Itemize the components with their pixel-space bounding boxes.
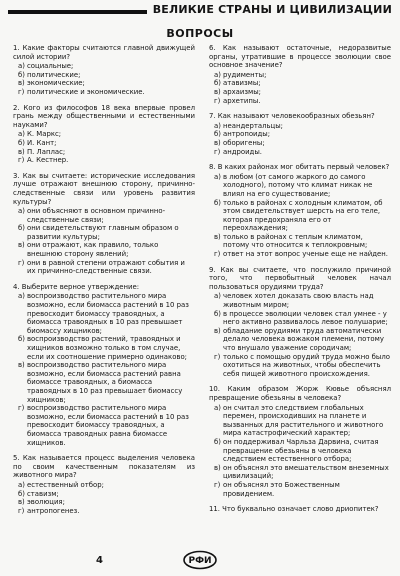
question-text: 11. Что буквально означает слово дриопитек? (209, 505, 379, 514)
answer-options (13, 207, 195, 276)
question-block (209, 505, 391, 514)
option-text: оборигены; (223, 138, 265, 147)
answer-option (18, 148, 195, 157)
answer-option (214, 71, 391, 80)
question-text: 7. Как называют человекообразных обезьян? (209, 112, 375, 121)
option-marker: г) (18, 156, 25, 165)
option-marker: в) (18, 361, 25, 370)
question-block (209, 112, 391, 156)
answer-option (214, 88, 391, 97)
question-text: 5. Как называется процесс выделения человека по своим качественным показателям из животного мира? (13, 454, 195, 480)
option-marker: а) (214, 403, 221, 412)
option-marker: г) (18, 87, 25, 96)
option-text: он считал это следствием глобальных перемен, происходивших на планете и вызванных для растительного и животного мира катастрофический характер; (223, 403, 384, 438)
answer-option (214, 122, 391, 131)
option-marker: г) (214, 352, 221, 361)
question-block (209, 266, 391, 379)
answer-option (18, 498, 195, 507)
answer-option (214, 173, 391, 199)
option-text: П. Лаплас; (27, 147, 66, 156)
option-text: воспроизводство растительного мира возможно, если биомасса растений в 10 раз превосходит биомассу травоядных, а биомасса травоядных в 10 раз превышает биомассу хищников; (27, 292, 189, 335)
option-text: они свидетельствуют главным образом о развитии культуры; (27, 224, 179, 241)
answer-options (209, 404, 391, 499)
logo-text: РФИ (188, 556, 212, 567)
answer-option (18, 88, 195, 97)
answer-option (214, 327, 391, 353)
answer-options (209, 71, 391, 105)
question-text: 4. Выберите верное утверждение: (13, 282, 140, 291)
option-marker: в) (18, 79, 25, 88)
answer-options (13, 292, 195, 447)
option-marker: в) (18, 147, 25, 156)
option-marker: г) (18, 404, 25, 413)
option-text: в процессе эволюции человек стал умнее - у него активно развивалось левое полушарие; (223, 309, 388, 327)
answer-options (13, 62, 195, 96)
option-marker: в) (214, 463, 221, 472)
option-marker: г) (18, 258, 25, 267)
question-text: 10. Каким образом Жорж Кювье объяснял превращение обезьяны в человека? (209, 385, 391, 402)
answer-option (214, 353, 391, 379)
option-text: А. Кестнер. (27, 156, 69, 165)
right-column (209, 44, 391, 521)
option-text: политические и экономические. (27, 87, 145, 96)
option-text: он объяснял это Божественным провидением. (223, 480, 340, 498)
option-marker: б) (18, 335, 25, 344)
answer-option (214, 233, 391, 250)
answer-option (18, 404, 195, 447)
answer-option (18, 481, 195, 490)
answer-options (13, 130, 195, 164)
option-marker: б) (18, 70, 25, 79)
option-marker: а) (18, 207, 25, 216)
option-marker: б) (214, 309, 221, 318)
option-text: только в районах с теплым климатом, потому что относится к теплокровным; (223, 232, 368, 250)
answer-option (214, 130, 391, 139)
question-text: 8. В каких районах мог обитать первый человек? (209, 163, 390, 172)
option-text: в любом (от самого жаркого до самого холодного), потому что климат никак не влиял на его существование; (223, 172, 373, 198)
left-column (13, 44, 195, 522)
question-block (209, 44, 391, 105)
option-marker: г) (214, 147, 221, 156)
option-text: архетипы. (223, 96, 261, 105)
option-marker: в) (214, 138, 221, 147)
answer-option (214, 97, 391, 106)
answer-option (214, 292, 391, 309)
running-header (0, 0, 400, 22)
option-marker: в) (18, 241, 25, 250)
answer-option (214, 139, 391, 148)
question-text: 9. Как вы считаете, что послужило причиной того, что первобытный человек начал пользоваться орудиями труда? (209, 265, 391, 291)
answer-option (18, 292, 195, 335)
option-marker: в) (18, 498, 25, 507)
question-text: 6. Как называют остаточные, недоразвитые органы, утратившие в процессе эволюции свое основное значение? (209, 44, 391, 70)
option-text: обладание орудиями труда автоматически делало человека вожаком племени, потому что внушало уважение сородичам; (223, 326, 384, 352)
option-text: атавизмы; (223, 79, 261, 88)
option-text: он поддерживал Чарльза Дарвина, считая превращение обезьяны в человека следствием естественного отбора; (223, 437, 379, 464)
option-text: И. Кант; (27, 138, 57, 147)
question-block (13, 283, 195, 447)
answer-option (18, 62, 195, 71)
answer-option (18, 335, 195, 361)
answer-option (18, 156, 195, 165)
option-text: человек хотел доказать свою власть над животным миром; (223, 292, 374, 310)
option-text: они в равной степени отражают события и их причинно-следственные связи. (27, 258, 185, 276)
question-block (13, 454, 195, 515)
option-text: только в районах с холодным климатом, об этом свидетельствует шерсть на его теле, которая предохраняла его от переохлаждения; (223, 198, 383, 233)
question-text: 2. Кого из философов 18 века впервые провел грань между общественными и естественными науками? (13, 103, 195, 129)
answer-option (18, 79, 195, 88)
answer-option (18, 490, 195, 499)
answer-option (214, 481, 391, 498)
option-text: воспроизводство растительного мира возможно, если биомасса растений равна биомассе травоядных, а биомасса травоядных в 10 раз превышает биомассу хищников; (27, 361, 183, 404)
answer-options (209, 292, 391, 378)
option-text: неандертальцы; (223, 121, 284, 130)
answer-option (214, 310, 391, 327)
option-marker: а) (214, 172, 221, 181)
option-marker: г) (214, 480, 221, 489)
answer-option (18, 259, 195, 276)
option-text: они объясняют в основном причинно-следственные связи; (27, 207, 166, 224)
option-text: андроиды. (223, 147, 262, 156)
publisher-logo (182, 550, 218, 570)
option-text: ставизм; (27, 489, 59, 498)
question-block (13, 172, 195, 276)
answer-option (214, 148, 391, 157)
answer-option (18, 139, 195, 148)
option-marker: б) (214, 79, 221, 88)
option-marker: б) (18, 489, 25, 498)
question-block (209, 163, 391, 259)
option-marker: а) (214, 292, 221, 301)
section-title: ВОПРОСЫ (166, 27, 234, 40)
option-marker: в) (214, 87, 221, 96)
option-marker: а) (214, 70, 221, 79)
option-text: ответ на этот вопрос ученые еще не найден. (223, 250, 388, 259)
header-title: ВЕЛИКИЕ СТРАНЫ И ЦИВИЛИЗАЦИИ (147, 3, 392, 16)
option-marker: б) (214, 198, 221, 207)
option-marker: а) (18, 130, 25, 139)
answer-option (18, 361, 195, 404)
answer-option (18, 241, 195, 258)
option-text: естественный отбор; (27, 480, 104, 489)
option-marker: а) (214, 121, 221, 130)
option-marker: в) (214, 232, 221, 241)
option-marker: б) (18, 224, 25, 233)
option-marker: г) (214, 250, 221, 259)
answer-option (214, 199, 391, 233)
option-text: он объяснял это вмешательством внеземных цивилизаций; (223, 463, 389, 481)
answer-option (18, 507, 195, 516)
answer-option (214, 79, 391, 88)
option-text: социальные; (27, 62, 74, 71)
answer-option (18, 224, 195, 241)
answer-option (214, 464, 391, 481)
option-text: К. Маркс; (27, 130, 62, 139)
option-text: воспроизводство растений, травоядных и хищников возможно только в том случае, если их соотношение примерно одинаково; (27, 335, 188, 361)
option-text: антропогенез. (27, 506, 80, 515)
option-marker: б) (214, 130, 221, 139)
option-marker: г) (18, 506, 25, 515)
option-text: антропоиды; (223, 130, 271, 139)
answer-options (209, 173, 391, 259)
question-block (13, 104, 195, 165)
option-text: только с помощью орудий труда можно было охотиться на животных, чтобы обеспечить себя пищей животного происхождения. (223, 352, 390, 378)
option-text: политические; (27, 70, 81, 79)
question-text: 1. Какие факторы считаются главной движущей силой истории? (13, 44, 195, 61)
answer-option (18, 207, 195, 224)
answer-option (18, 71, 195, 80)
option-marker: а) (18, 292, 25, 301)
answer-options (13, 481, 195, 515)
option-marker: а) (18, 480, 25, 489)
option-marker: г) (214, 96, 221, 105)
option-marker: б) (214, 437, 221, 446)
answer-option (18, 130, 195, 139)
question-block (13, 44, 195, 97)
answer-option (214, 404, 391, 438)
answer-options (209, 122, 391, 156)
option-text: они отражают, как правило, только внешнюю сторону явлений; (27, 241, 159, 259)
option-text: рудименты; (223, 70, 267, 79)
option-text: воспроизводство растительного мира возможно, если биомасса растений в 10 раз превосходит биомассу травоядных, а биомасса травоядных равна биомассе хищников. (27, 404, 189, 447)
question-text: 3. Как вы считаете: исторические исследования лучше отражают внешнюю сторону, причинно-следственные связи или уровень развития культуры? (13, 171, 195, 206)
option-marker: б) (18, 138, 25, 147)
page-number: 4 (96, 555, 103, 566)
answer-option (214, 250, 391, 259)
option-marker: в) (214, 326, 221, 335)
answer-option (214, 438, 391, 464)
option-text: экономические; (27, 79, 85, 88)
option-marker: а) (18, 62, 25, 71)
option-text: эволюция; (27, 498, 65, 507)
question-block (209, 385, 391, 498)
option-text: архаизмы; (223, 87, 261, 96)
